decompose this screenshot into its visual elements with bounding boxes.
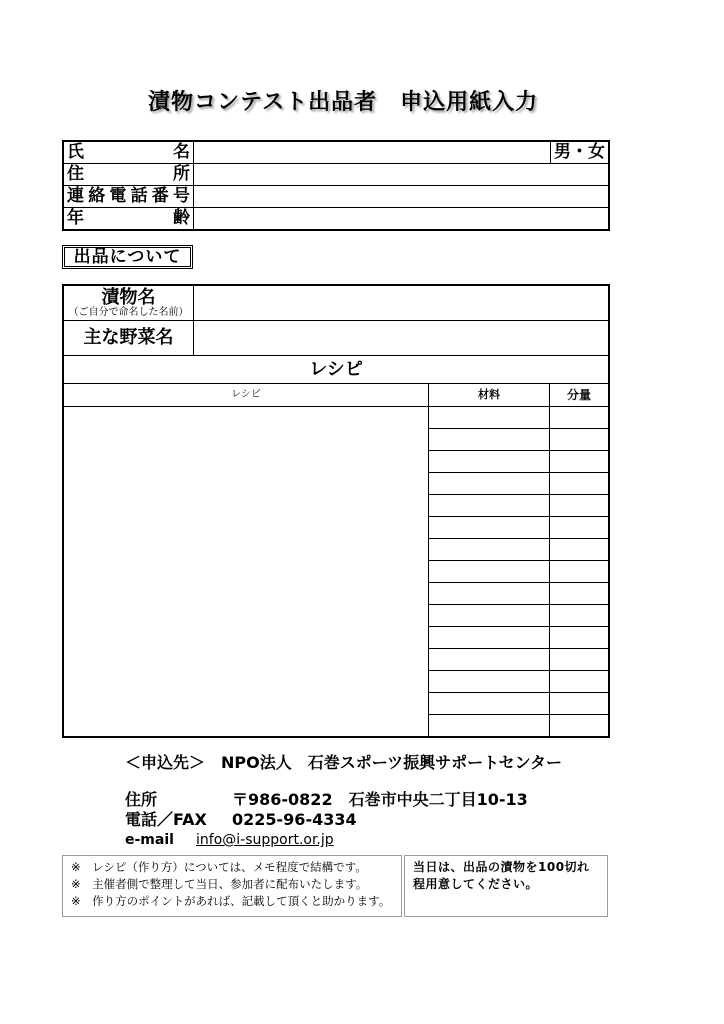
amount-cell[interactable] — [550, 561, 608, 582]
pickle-name-label-cell — [64, 286, 193, 320]
contact-email-label: e-mail — [125, 832, 174, 848]
amount-cell[interactable] — [550, 583, 608, 604]
address-label: 住所 — [64, 164, 193, 185]
ingredient-cell[interactable] — [429, 539, 549, 560]
pickle-name-note: （ご自分で命名した名前） — [68, 306, 189, 318]
contact-address-label: 住所 — [125, 790, 158, 809]
ingredient-cell[interactable] — [429, 605, 549, 626]
application-destination: ＜申込先＞ NPO法人 石巻スポーツ振興サポートセンター — [125, 753, 562, 772]
name-field[interactable] — [194, 142, 550, 163]
name-label: 氏名 — [64, 142, 193, 163]
vegetables-label: 主な野菜名 — [64, 321, 193, 355]
address-field[interactable] — [194, 164, 608, 185]
amount-cell[interactable] — [550, 627, 608, 648]
notes-box — [62, 855, 402, 917]
reminder-line: 当日は、出品の漬物を100切れ — [413, 860, 590, 874]
note-line: ※ 主催者側で整理して当日、参加者に配布いたします。 — [71, 877, 368, 891]
pickle-name-label: 漬物名 — [101, 286, 156, 308]
ingredient-cell[interactable] — [429, 715, 549, 736]
contact-email-link[interactable]: info@i-support.or.jp — [196, 832, 334, 848]
recipe-heading: レシピ — [64, 356, 608, 383]
ingredient-cell[interactable] — [429, 649, 549, 670]
entry-section-heading: 出品について — [62, 245, 193, 269]
ingredient-cell[interactable] — [429, 495, 549, 516]
ingredients-column-header: 材料 — [429, 384, 549, 406]
age-field[interactable] — [194, 208, 608, 229]
phone-field[interactable] — [194, 186, 608, 207]
amount-cell[interactable] — [550, 693, 608, 714]
reminder-line: 程用意してください。 — [413, 877, 539, 891]
amount-cell[interactable] — [550, 671, 608, 692]
amount-cell[interactable] — [550, 451, 608, 472]
gender-options: 男・女 — [551, 142, 608, 163]
amount-cell[interactable] — [550, 649, 608, 670]
ingredient-cell[interactable] — [429, 627, 549, 648]
ingredient-cell[interactable] — [429, 583, 549, 604]
reminder-box — [404, 855, 608, 917]
recipe-field[interactable] — [64, 407, 428, 736]
amount-cell[interactable] — [550, 517, 608, 538]
ingredient-cell[interactable] — [429, 407, 549, 428]
form-title: 漬物コンテスト出品者 申込用紙入力 — [148, 90, 539, 115]
amount-cell[interactable] — [550, 605, 608, 626]
ingredient-cell[interactable] — [429, 671, 549, 692]
ingredient-cell[interactable] — [429, 517, 549, 538]
pickle-name-field[interactable] — [194, 286, 608, 320]
age-label: 年齢 — [64, 208, 193, 229]
contact-phone-value: 0225-96-4334 — [232, 810, 357, 829]
ingredient-cell[interactable] — [429, 473, 549, 494]
note-line: ※ レシピ（作り方）については、メモ程度で結構です。 — [71, 860, 367, 874]
note-line: ※ 作り方のポイントがあれば、記載して頂くと助かります。 — [71, 894, 391, 908]
entry-table — [62, 284, 610, 738]
amount-column-header: 分量 — [550, 384, 608, 406]
vegetables-field[interactable] — [194, 321, 608, 355]
ingredient-cell[interactable] — [429, 451, 549, 472]
contact-phone-label: 電話／FAX — [125, 810, 207, 829]
amount-cell[interactable] — [550, 429, 608, 450]
applicant-table — [62, 140, 610, 231]
amount-cell[interactable] — [550, 539, 608, 560]
ingredient-cell[interactable] — [429, 561, 549, 582]
amount-cell[interactable] — [550, 495, 608, 516]
ingredient-cell[interactable] — [429, 693, 549, 714]
recipe-column-header: レシピ — [64, 384, 428, 406]
phone-label: 連絡電話番号 — [64, 186, 193, 207]
contact-address-value: 〒986-0822 石巻市中央二丁目10-13 — [232, 790, 528, 809]
amount-cell[interactable] — [550, 715, 608, 736]
ingredient-cell[interactable] — [429, 429, 549, 450]
amount-cell[interactable] — [550, 407, 608, 428]
amount-cell[interactable] — [550, 473, 608, 494]
